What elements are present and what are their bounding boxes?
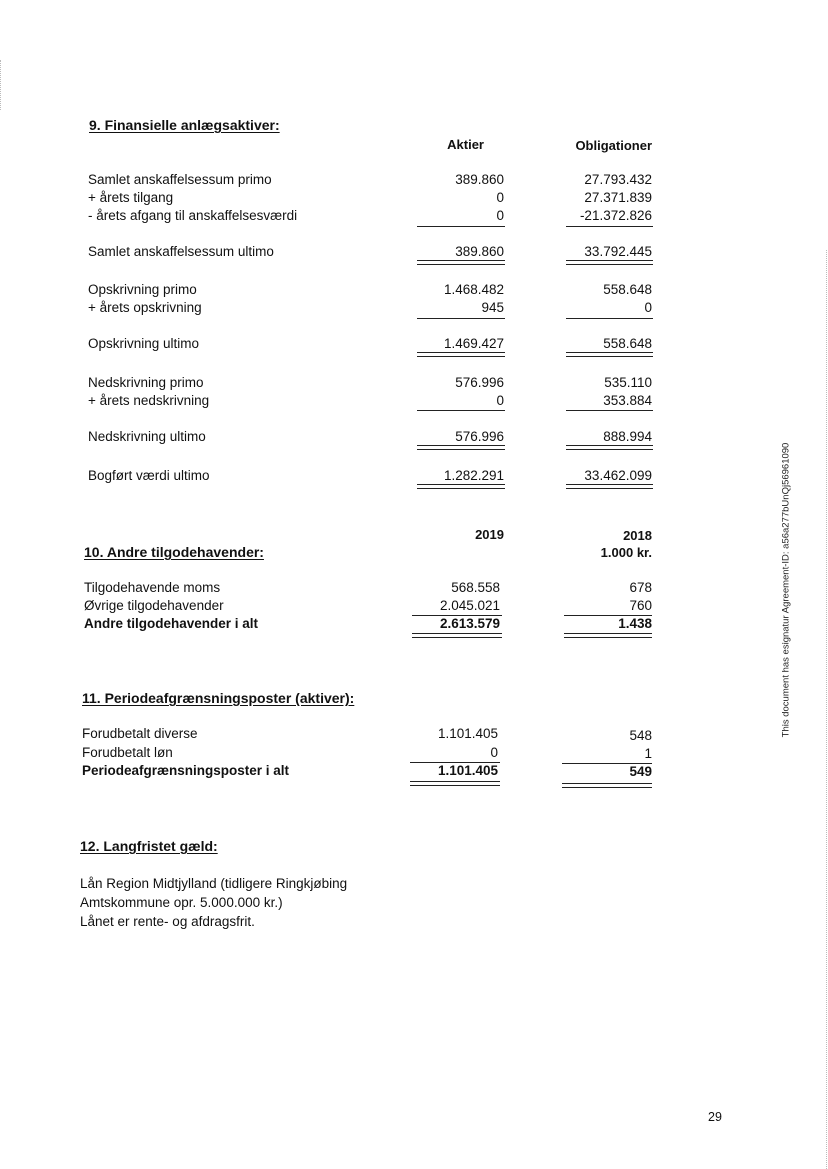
row-value-aktier: 576.996 [455, 375, 504, 390]
column-header-2018: 2018 [623, 528, 652, 543]
row-label-total: Andre tilgodehavender i alt [84, 616, 259, 631]
section-12-heading: 12. Langfristet gæld: [80, 838, 218, 854]
row-label-total: Periodeafgrænsningsposter i alt [82, 763, 290, 778]
row-value-obligationer: 353.884 [603, 393, 652, 408]
row-label: + årets opskrivning [88, 300, 202, 315]
subtotal-rule [566, 226, 653, 227]
scan-edge-right [826, 250, 827, 1169]
paragraph-line: Lån Region Midtjylland (tidligere Ringkjøbing [80, 876, 348, 891]
row-label: - årets afgang til anskaffelsesværdi [88, 208, 298, 223]
row-value-2018: 678 [629, 580, 652, 595]
column-header-aktier: Aktier [447, 137, 484, 152]
row-value-aktier: 389.860 [455, 244, 504, 259]
row-value-2018: 548 [629, 728, 652, 743]
row-label: + årets tilgang [88, 190, 174, 205]
row-value-aktier: 0 [496, 190, 504, 205]
row-value-aktier: 945 [481, 300, 504, 315]
row-total-2018: 549 [629, 764, 652, 779]
row-total-2018: 1.438 [618, 616, 652, 631]
row-label: + årets nedskrivning [88, 393, 210, 408]
row-label: Tilgodehavende moms [84, 580, 221, 595]
row-value-obligationer: 27.793.432 [584, 172, 652, 187]
row-value-2019: 1.101.405 [437, 726, 498, 741]
row-value-obligationer: 535.110 [604, 375, 652, 390]
total-double-rule [566, 352, 653, 357]
row-total-2019: 1.101.405 [437, 763, 498, 778]
row-label: Bogført værdi ultimo [88, 468, 210, 483]
total-double-rule [410, 781, 500, 786]
total-double-rule [417, 260, 505, 265]
row-value-aktier: 0 [496, 393, 504, 408]
row-value-2019: 2.045.021 [439, 598, 500, 613]
row-label: Forudbetalt diverse [82, 726, 198, 741]
section-12-body [80, 874, 347, 931]
row-value-2019: 568.558 [451, 580, 500, 595]
row-value-aktier: 389.860 [455, 172, 504, 187]
row-value-obligationer: -21.372.826 [579, 208, 652, 223]
subtotal-rule [566, 318, 653, 319]
row-value-obligationer: 558.648 [603, 336, 652, 351]
subtotal-rule [417, 410, 505, 411]
row-value-aktier: 576.996 [455, 429, 504, 444]
row-value-obligationer: 33.792.445 [584, 244, 652, 259]
row-value-obligationer: 888.994 [603, 429, 652, 444]
row-value-obligationer: 558.648 [603, 282, 652, 297]
total-double-rule [562, 783, 652, 788]
row-value-aktier: 1.468.482 [443, 282, 504, 297]
row-value-2018: 1 [644, 746, 652, 761]
total-double-rule [417, 352, 505, 357]
column-header-2019: 2019 [475, 527, 504, 542]
row-value-aktier: 0 [496, 208, 504, 223]
column-header-obligationer: Obligationer [575, 138, 652, 153]
subtotal-rule [566, 410, 653, 411]
row-label: Nedskrivning ultimo [88, 429, 206, 444]
total-double-rule [417, 445, 505, 450]
section-9-heading: 9. Finansielle anlægsaktiver: [89, 117, 280, 133]
scan-edge-left [0, 60, 1, 110]
row-label: Forudbetalt løn [82, 745, 173, 760]
row-label: Øvrige tilgodehavender [84, 598, 224, 613]
esignatur-watermark: This document has esignatur Agreement-ID: a56a277bUnQj56961090 [780, 442, 792, 738]
row-label: Opskrivning ultimo [88, 336, 200, 351]
row-value-aktier: 1.469.427 [443, 336, 504, 351]
row-value-aktier: 1.282.291 [443, 468, 504, 483]
row-value-obligationer: 33.462.099 [584, 468, 652, 483]
row-label: Samlet anskaffelsessum ultimo [88, 244, 274, 259]
row-value-obligationer: 0 [644, 300, 652, 315]
row-value-2019: 0 [490, 745, 498, 760]
subtotal-rule [417, 318, 505, 319]
row-value-obligationer: 27.371.839 [584, 190, 652, 205]
total-double-rule [564, 633, 652, 638]
total-double-rule [412, 633, 502, 638]
page-number: 29 [708, 1110, 722, 1124]
paragraph-line: Lånet er rente- og afdragsfrit. [80, 914, 255, 929]
total-double-rule [566, 260, 653, 265]
row-label: Samlet anskaffelsessum primo [88, 172, 272, 187]
column-unit-label: 1.000 kr. [600, 545, 652, 560]
row-label: Opskrivning primo [88, 282, 197, 297]
paragraph-line: Amtskommune opr. 5.000.000 kr.) [80, 895, 283, 910]
total-double-rule [566, 484, 653, 489]
row-label: Nedskrivning primo [88, 375, 204, 390]
total-double-rule [417, 484, 505, 489]
total-double-rule [566, 445, 653, 450]
row-value-2018: 760 [629, 598, 652, 613]
row-total-2019: 2.613.579 [439, 616, 500, 631]
section-10-heading: 10. Andre tilgodehavender: [84, 544, 264, 560]
section-11-heading: 11. Periodeafgrænsningsposter (aktiver): [82, 690, 355, 706]
subtotal-rule [417, 226, 505, 227]
